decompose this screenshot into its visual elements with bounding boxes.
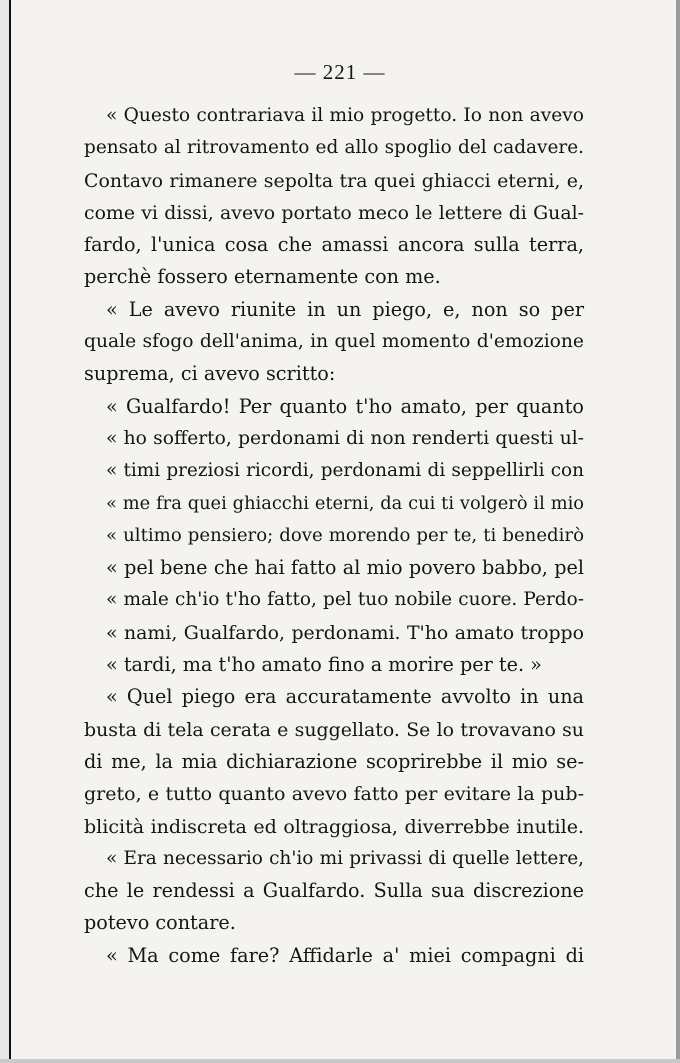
text-line: perchè fossero eternamente con me.	[84, 265, 441, 289]
text-line: « ultimo pensiero; dove morendo per te, ti benedirò	[106, 524, 584, 546]
page-number: — 221 —	[294, 60, 386, 84]
text-line: che le rendessi a Gualfardo. Sulla sua discrezione	[84, 879, 584, 903]
text-line: pensato al ritrovamento ed allo spoglio del cadavere.	[84, 137, 584, 159]
text-line: « me fra quei ghiacchi eterni, da cui ti volgerò il mio	[106, 492, 584, 514]
text-line: « Ma come fare? Affidarle a' miei compagni di	[106, 943, 584, 967]
text-line: fardo, l'unica cosa che amassi ancora sulla terra,	[84, 233, 584, 257]
text-line: « Gualfardo! Per quanto t'ho amato, per quanto	[106, 394, 584, 418]
text-line: « Quel piego era accuratamente avvolto in una	[106, 685, 584, 709]
text-line: blicità indiscreta ed oltraggiosa, diverrebbe inutile.	[84, 815, 584, 838]
binding-edge-line	[9, 0, 11, 1063]
text-line: « Questo contrariava il mio progetto. Io non avevo	[106, 105, 584, 126]
text-line: quale sfogo dell'anima, in quel momento d'emozione	[84, 331, 584, 353]
text-line: di me, la mia dichiarazione scoprirebbe il mio se-	[84, 749, 584, 773]
text-line: « nami, Gualfardo, perdonami. T'ho amato troppo	[106, 621, 584, 644]
text-line: « Era necessario ch'io mi privassi di quelle lettere,	[106, 847, 584, 869]
page-right-edge	[676, 0, 680, 1063]
text-line: « ho sofferto, perdonami di non renderti questi ul-	[106, 427, 584, 449]
text-line: come vi dissi, avevo portato meco le lettere di Gual-	[84, 201, 584, 224]
text-line: « Le avevo riunite in un piego, e, non so per	[106, 297, 584, 321]
text-line: « timi preziosi ricordi, perdonami di seppellirli con	[106, 460, 584, 482]
text-line: « pel bene che hai fatto al mio povero babbo, pel	[106, 556, 584, 580]
page-bottom-edge	[0, 1059, 680, 1063]
text-line: « tardi, ma t'ho amato fino a morire per te. »	[106, 653, 542, 677]
text-line: suprema, ci avevo scritto:	[84, 362, 336, 386]
page-left-margin	[0, 0, 9, 1063]
text-line: Contavo rimanere sepolta tra quei ghiacci eterni, e,	[84, 169, 584, 192]
text-line: greto, e tutto quanto avevo fatto per evitare la pub-	[84, 783, 584, 806]
body-text	[84, 100, 584, 972]
text-line: potevo contare.	[84, 911, 236, 935]
text-line: « male ch'io t'ho fatto, pel tuo nobile cuore. Perdo-	[106, 589, 584, 611]
text-line: busta di tela cerata e suggellato. Se lo trovavano su	[84, 718, 584, 741]
